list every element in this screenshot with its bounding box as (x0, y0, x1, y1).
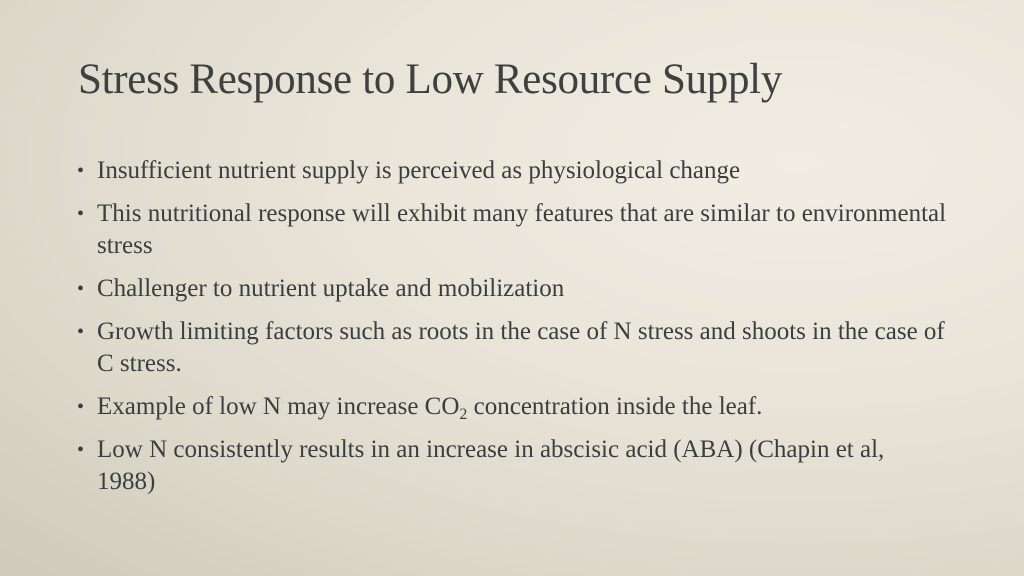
bullet-text: Challenger to nutrient uptake and mobilization (97, 275, 565, 302)
bullet-text-pre: Example of low N may increase CO (97, 393, 460, 420)
bullet-text-post: concentration inside the leaf. (467, 393, 763, 420)
bullet-item (77, 198, 947, 262)
bullet-list (77, 155, 947, 509)
bullet-item (77, 155, 947, 187)
bullet-dot: • (77, 160, 85, 182)
bullet-dot: • (77, 439, 85, 461)
bullet-item (77, 316, 947, 380)
bullet-item (77, 391, 947, 423)
bullet-dot: • (77, 396, 85, 418)
bullet-text: Growth limiting factors such as roots in the case of N stress and shoots in the case of C stress. (97, 318, 945, 377)
bullet-text: Insufficient nutrient supply is perceived as physiological change (97, 157, 741, 184)
bullet-dot: • (77, 278, 85, 300)
bullet-text: Low N consistently results in an increase in abscisic acid (ABA) (Chapin et al, 1988) (97, 436, 885, 495)
bullet-text: This nutritional response will exhibit many features that are similar to environmental stress (97, 200, 947, 259)
slide-title: Stress Response to Low Resource Supply (78, 56, 783, 103)
bullet-item (77, 273, 947, 305)
bullet-dot: • (77, 321, 85, 343)
subscript: 2 (459, 406, 468, 423)
bullet-dot: • (77, 203, 85, 225)
bullet-item (77, 434, 947, 498)
